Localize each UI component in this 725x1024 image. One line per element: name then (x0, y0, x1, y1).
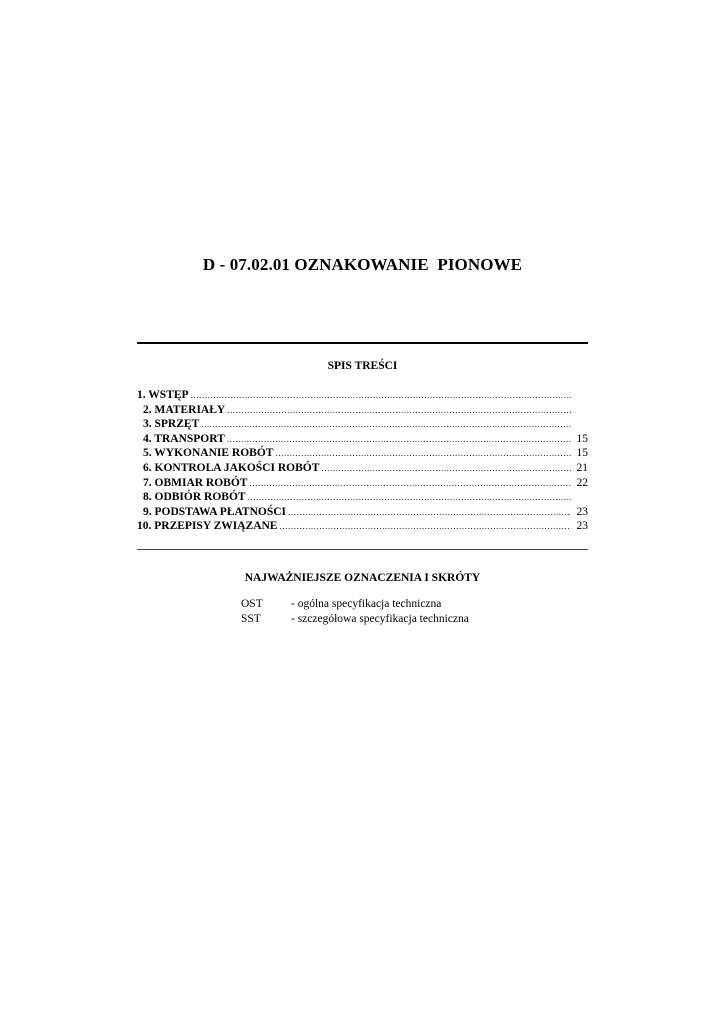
toc-item-materialy[interactable] (137, 403, 588, 418)
toc-item-label: 1. WSTĘP (137, 389, 189, 401)
toc-dot-leader (201, 417, 571, 432)
table-of-contents (137, 388, 588, 534)
abbreviation-meaning: - ogólna specyfikacja techniczna (291, 598, 442, 610)
abbreviation-item (241, 597, 469, 612)
top-divider (137, 342, 588, 344)
toc-dot-leader (227, 403, 571, 418)
toc-item-odbior-robot[interactable] (137, 490, 588, 505)
toc-item-label: 3. SPRZĘT (143, 418, 200, 431)
toc-dot-leader (248, 490, 571, 505)
abbreviation-meaning: - szczegółowa specyfikacja techniczna (291, 612, 469, 625)
toc-item-page: 23 (576, 505, 588, 518)
toc-dot-leader (191, 388, 571, 403)
toc-item-page: 15 (576, 432, 588, 445)
toc-item-label: 9. PODSTAWA PŁATNOŚCI (143, 505, 287, 518)
toc-item-podstawa-platnosci[interactable] (137, 505, 588, 520)
toc-item-label: 4. TRANSPORT (143, 432, 225, 445)
toc-item-label: 2. MATERIAŁY (143, 403, 226, 416)
toc-dot-leader (288, 505, 571, 520)
toc-item-wykonanie-robot[interactable] (137, 446, 588, 461)
toc-item-kontrola-jakosci[interactable] (137, 461, 588, 476)
toc-item-sprzet[interactable] (137, 417, 588, 432)
toc-item-page: 23 (576, 520, 588, 533)
document-title: D - 07.02.01 OZNAKOWANIE PIONOWE (202, 255, 523, 274)
toc-item-page: 22 (576, 476, 588, 489)
toc-dot-leader (227, 432, 571, 447)
toc-item-label: 6. KONTROLA JAKOŚCI ROBÓT (143, 461, 320, 474)
toc-item-label: 7. OBMIAR ROBÓT (143, 476, 248, 489)
abbreviations-heading: NAJWAŻNIEJSZE OZNACZENIA I SKRÓTY (244, 572, 481, 584)
toc-item-page: 15 (576, 447, 588, 460)
toc-item-label: 5. WYKONANIE ROBÓT (143, 447, 274, 460)
toc-heading: SPIS TREŚCI (327, 360, 398, 372)
toc-item-wstep[interactable] (137, 388, 588, 403)
toc-item-przepisy-zwiazane[interactable] (137, 519, 588, 534)
abbreviation-code: SST (241, 612, 261, 625)
toc-dot-leader (249, 476, 571, 491)
toc-item-obmiar-robot[interactable] (137, 476, 588, 491)
toc-dot-leader (275, 446, 571, 461)
toc-item-page: 21 (576, 461, 588, 474)
bottom-divider (137, 549, 588, 550)
toc-item-transport[interactable] (137, 432, 588, 447)
toc-item-label: 8. ODBIÓR ROBÓT (143, 491, 246, 504)
toc-dot-leader (279, 519, 571, 534)
toc-dot-leader (321, 461, 571, 476)
abbreviation-code: OST (241, 598, 263, 610)
abbreviations-list (241, 597, 469, 626)
abbreviation-item (241, 612, 469, 627)
toc-item-label: 10. PRZEPISY ZWIĄZANE (137, 520, 278, 533)
